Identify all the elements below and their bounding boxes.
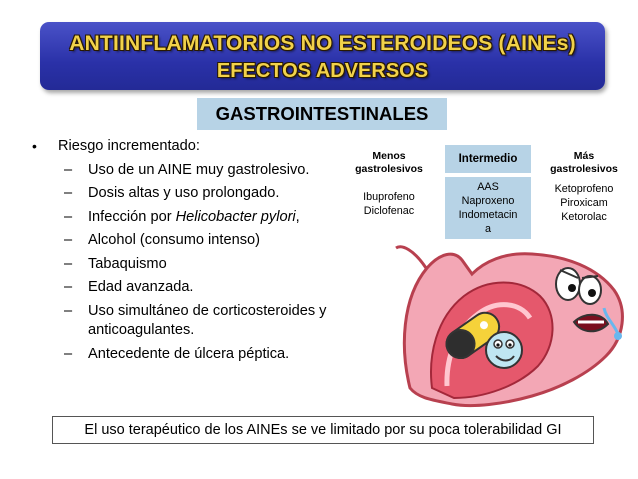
slide-subtitle: EFECTOS ADVERSOS <box>216 60 429 82</box>
low-risk-drugs <box>345 190 433 218</box>
slide-title: ANTIINFLAMATORIOS NO ESTEROIDEOS (AINEs) <box>69 32 576 55</box>
list-item <box>28 276 348 300</box>
risk-heading-bullet <box>28 135 348 159</box>
high-risk-column <box>539 150 629 224</box>
drug-name: Diclofenac <box>363 205 415 217</box>
list-item-text: Dosis altas y uso prolongado. <box>88 185 280 201</box>
drug-name: Ketoprofeno <box>554 183 614 195</box>
section-label: GASTROINTESTINALES <box>197 98 447 130</box>
list-item <box>28 302 348 340</box>
risk-factor-list <box>28 135 348 366</box>
dash-marker: – <box>64 208 73 225</box>
high-risk-drugs <box>539 182 629 224</box>
low-risk-heading: Menos gastrolesivos <box>355 150 423 175</box>
dash-marker: – <box>64 185 73 201</box>
list-item-text: Alcohol (consumo intenso) <box>88 232 260 248</box>
dash-marker: – <box>64 255 73 272</box>
list-item-text: Uso simultáneo de corticosteroides y anticoagulantes. <box>88 302 327 338</box>
dash-marker: – <box>64 302 73 319</box>
intermediate-heading: Intermedio <box>445 145 531 173</box>
high-risk-heading: Más gastrolesivos <box>550 150 618 175</box>
drug-name: Ibuprofeno <box>363 191 415 203</box>
dash-marker: – <box>64 232 73 248</box>
list-item <box>28 206 348 230</box>
list-item <box>28 253 348 277</box>
list-item-text-end: , <box>295 208 300 225</box>
list-item-text: Infección por <box>88 208 176 225</box>
list-item-text: Antecedente de úlcera péptica. <box>88 345 290 362</box>
drug-name: a <box>484 223 491 235</box>
dash-marker: – <box>64 345 73 362</box>
intermediate-risk-column <box>445 145 531 239</box>
title-banner <box>40 22 605 90</box>
list-item-text: Tabaquismo <box>88 255 167 272</box>
intermediate-drugs <box>445 177 531 239</box>
drug-name: Piroxicam <box>560 197 608 209</box>
footer-note: El uso terapéutico de los AINEs se ve limitado por su poca tolerabilidad GI <box>52 416 594 444</box>
list-item <box>28 159 348 183</box>
list-item-text: Uso de un AINE muy gastrolesivo. <box>88 161 310 178</box>
dash-marker: – <box>64 161 73 178</box>
dash-marker: – <box>64 279 73 295</box>
bullet-dot: • <box>32 138 37 154</box>
drug-name: Indometacin <box>458 209 518 221</box>
list-item <box>28 343 348 367</box>
list-item <box>28 229 348 253</box>
drug-name: Ketorolac <box>561 211 607 223</box>
bacteria-name: Helicobacter pylori <box>175 208 296 225</box>
list-item <box>28 182 348 206</box>
risk-heading: Riesgo incrementado: <box>58 138 200 154</box>
drug-name: AAS <box>477 181 499 193</box>
low-risk-column <box>345 150 433 218</box>
list-item-text: Edad avanzada. <box>88 279 194 295</box>
drug-name: Naproxeno <box>461 195 515 207</box>
cartoon-stomach-with-pill-icon <box>392 238 632 410</box>
